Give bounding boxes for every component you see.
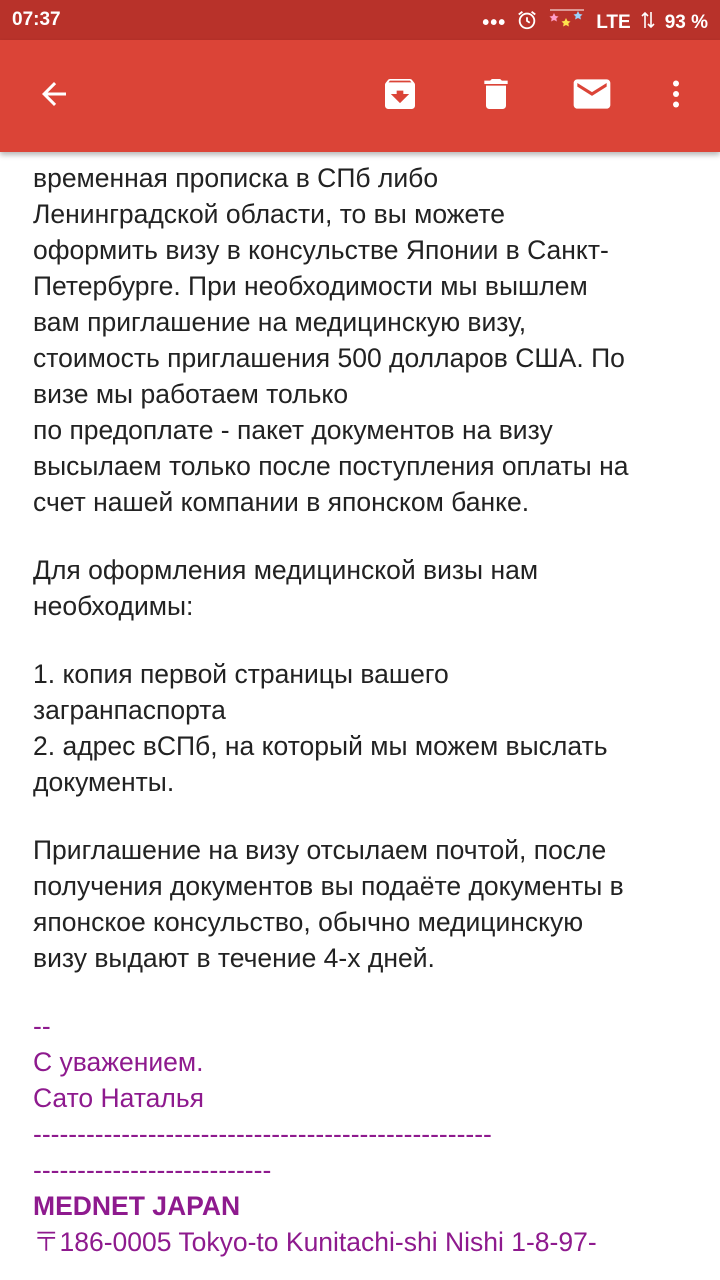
text-line: визу выдают в течение 4-х дней. [33, 943, 435, 973]
text-line: визе мы работаем только [33, 379, 349, 409]
text-line: загранпаспорта [33, 695, 226, 725]
archive-button[interactable] [370, 66, 430, 126]
mail-icon [570, 72, 614, 121]
text-line: японское консульство, обычно медицинскую [33, 907, 584, 937]
text-line: необходимы: [33, 591, 194, 621]
text-line: Ленинградской области, то вы можете [33, 199, 505, 229]
text-line: по предоплате - пакет документов на визу [33, 415, 553, 445]
text-line: Приглашение на визу отсылаем почтой, после [33, 835, 607, 865]
text-line: Петербурге. При необходимости мы вышлем [33, 271, 588, 301]
more-options-button[interactable] [646, 66, 706, 126]
text-line: документы. [33, 767, 175, 797]
status-icons [482, 9, 708, 37]
alarm-icon [516, 9, 538, 37]
signature-rule: ---------------------------------------------------- [33, 1119, 492, 1149]
archive-icon [380, 74, 420, 119]
battery-level: 93 % [664, 12, 708, 33]
network-type: LTE [596, 12, 631, 33]
arrow-left-icon [36, 76, 72, 117]
app-bar [0, 40, 720, 152]
notification-dots: ••• [482, 12, 507, 34]
email-signature [33, 1008, 703, 1260]
delete-button[interactable] [466, 66, 526, 126]
text-line: 1. копия первой страницы вашего [33, 659, 449, 689]
text-line: временная прописка в СПб либо [33, 163, 439, 193]
text-line: Для оформления медицинской визы нам [33, 555, 539, 585]
text-line: оформить визу в консульстве Японии в Санкт- [33, 235, 609, 265]
email-body [33, 0, 703, 1260]
text-line: высылаем только после поступления оплаты на [33, 451, 629, 481]
status-bar [0, 0, 720, 40]
email-paragraph-4 [33, 832, 703, 976]
signature-rule: --------------------------- [33, 1155, 272, 1185]
signature-company: MEDNET JAPAN [33, 1191, 241, 1221]
signal-arrows-icon [641, 10, 655, 36]
status-time: 07:37 [12, 9, 61, 30]
text-line: 2. адрес вСПб, на который мы можем выслать [33, 731, 608, 761]
mark-unread-button[interactable] [562, 66, 622, 126]
more-vert-icon [658, 76, 694, 117]
stars-icon [548, 9, 586, 37]
text-line: стоимость приглашения 500 долларов США. По [33, 343, 625, 373]
text-line: вам приглашение на медицинскую визу, [33, 307, 527, 337]
signature-name: Сато Наталья [33, 1083, 205, 1113]
signature-address[interactable]: 〒186-0005 Tokyo-to Kunitachi-shi Nishi 1-8-97- [33, 1227, 597, 1257]
signature-separator: -- [33, 1011, 51, 1041]
email-paragraph-2 [33, 552, 703, 624]
email-paragraph-1 [33, 160, 703, 520]
text-line: получения документов вы подаёте документы в [33, 871, 624, 901]
email-paragraph-3 [33, 656, 703, 800]
text-line: счет нашей компании в японском банке. [33, 487, 530, 517]
trash-icon [476, 74, 516, 119]
signature-greeting: С уважением. [33, 1047, 204, 1077]
back-button[interactable] [24, 66, 84, 126]
